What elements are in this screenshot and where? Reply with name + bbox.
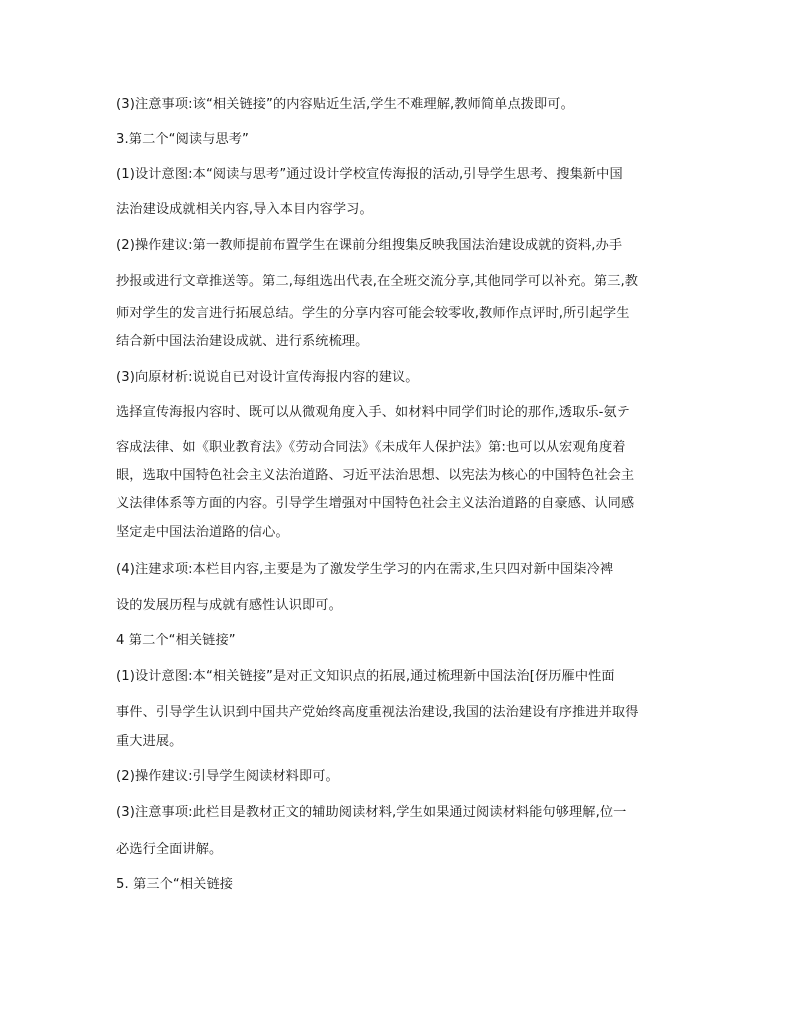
paragraph-line: 选择宣传海报内容时、既可以从微观角度入手、如材料中同学们时论的那作,透取乐-氨テ bbox=[116, 405, 631, 420]
section-heading: 5. 第三个“相关链接 bbox=[116, 877, 234, 892]
paragraph-line: 眼，选取中国特色社会主义法治道路、习近平法治思想、以宪法为核心的中国特色社会主 bbox=[116, 468, 635, 483]
paragraph-line: (3)注意事项:该“相关链接”的内容贴近生活,学生不难理解,教师简单点拨即可。 bbox=[116, 97, 574, 112]
paragraph-line: 法治建设成就相关内容,导入本目内容学习。 bbox=[116, 202, 373, 217]
paragraph-line: (4)注建求项:本栏目内容,主要是为了激发学生学习的内在需求,生只四对新中国柒冷裨 bbox=[116, 562, 614, 577]
paragraph-line: (3)向原材析:说说自已对设计宣传海报内容的建议。 bbox=[116, 370, 419, 385]
paragraph-line: (2)操作建议:第一教师提前布置学生在课前分组搜集反映我国法治建设成就的资料,办手 bbox=[116, 238, 623, 253]
paragraph-line: 结合新中国法治建设成就、进行系统梳理。 bbox=[116, 334, 369, 349]
paragraph-line: (3)注意事项:此栏目是教材正文的辅助阅读材料,学生如果通过阅读材料能句够理解,位一 bbox=[116, 805, 627, 820]
paragraph-line: (2)操作建议:引导学生阅读材料即可。 bbox=[116, 769, 339, 784]
paragraph-line: (1)设计意图:本“阅读与思考”通过设计学校宣传海报的活动,引导学生思考、搜集新中国 bbox=[116, 167, 623, 182]
paragraph-line: (1)设计意图:本“相关链接”是对正文知识点的拓展,通过梳理新中国法治[伢历雁中性面 bbox=[116, 669, 615, 684]
paragraph-line: 义法律体系等方面的内容。引导学生增强对中国特色社会主义法治道路的自豪感、认同感 bbox=[116, 496, 635, 511]
paragraph-line: 设的发展历程与成就有感性认识即可。 bbox=[116, 598, 342, 613]
paragraph-line: 必选行全面讲解。 bbox=[116, 842, 223, 857]
section-heading: 3.第二个“阅读与思考” bbox=[116, 132, 249, 147]
paragraph-line: 事件、引导学生认识到中国共产党始终高度重视法治建设,我国的法治建设有序推进并取得 bbox=[116, 705, 639, 720]
paragraph-line: 坚定走中国法治道路的信心。 bbox=[116, 525, 289, 540]
paragraph-line: 容成法律、如《职业教育法》《劳动合同法》《未成年人保护法》第:也可以从宏观角度着 bbox=[116, 440, 626, 455]
paragraph-line: 师对学生的发言进行拓展总结。学生的分享内容可能会较零收,教师作点评时,所引起学生 bbox=[116, 306, 630, 321]
section-heading: 4 第二个“相关链接” bbox=[116, 633, 236, 648]
paragraph-line: 抄报或进行文章推送等。第二,每组选出代表,在全班交流分享,其他同学可以补充。第三,教 bbox=[116, 274, 639, 289]
paragraph-line: 重大进展。 bbox=[116, 734, 183, 749]
